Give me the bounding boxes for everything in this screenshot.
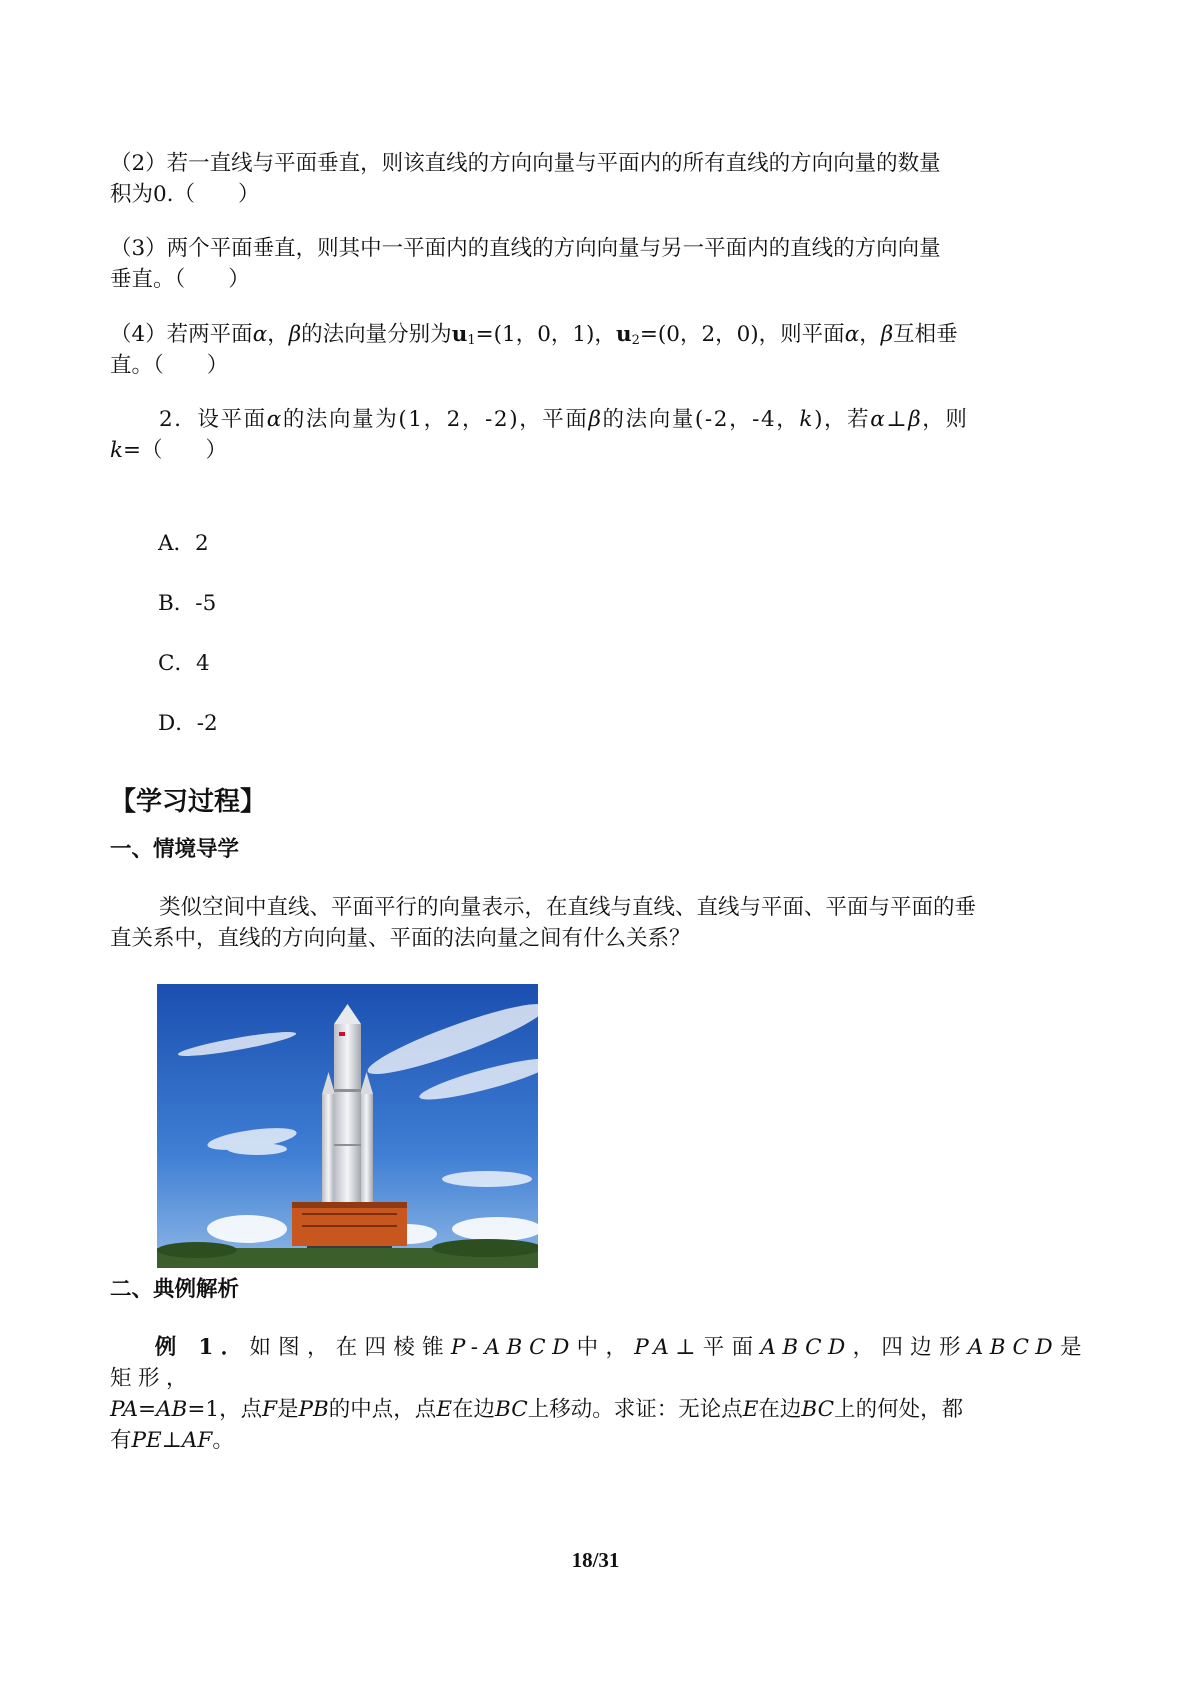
example-1-label: 例 1． bbox=[154, 1335, 250, 1360]
item-2-line-2: 积为0.（ ） bbox=[110, 182, 260, 207]
judgment-item-3 bbox=[110, 233, 1088, 295]
vector-u1: u bbox=[451, 322, 468, 347]
option-d: D．-2 bbox=[158, 711, 218, 736]
rocket-launch-photo bbox=[157, 984, 538, 1268]
question-2: 2．设平面α的法向量为(1，2，-2)，平面β的法向量(-2，-4，k)，若α⊥β，则 k=（ ） bbox=[110, 407, 969, 463]
example-1: 例 1．如图，在四棱锥P-ABCD中，PA⊥平面ABCD，四边形ABCD是矩形， PA=AB=1，点F是PB的中点，点E在边BC上移动。求证：无论点E在边BC上的何处，都 有PE⊥AF。 bbox=[110, 1335, 1088, 1453]
judgment-item-4: （4）若两平面α，β的法向量分别为$u_1=(1$，0，1)，$u_2=(0$，2，0)，则平面α，β互相垂 直。（ ） bbox=[110, 322, 958, 378]
item-2-line-1: （2）若一直线与平面垂直，则该直线的方向向量与平面内的所有直线的方向向量的数量 bbox=[110, 151, 941, 176]
item-3-line-1: （3）两个平面垂直，则其中一平面内的直线的方向向量与另一平面内的直线的方向向量 bbox=[110, 236, 941, 261]
intro-paragraph: 类似空间中直线、平面平行的向量表示，在直线与直线、直线与平面、平面与平面的垂 直关系中，直线的方向向量、平面的法向量之间有什么关系？ bbox=[110, 895, 977, 951]
vector-u2: u bbox=[615, 322, 632, 347]
judgment-item-2 bbox=[110, 148, 1088, 210]
option-b: B．-5 bbox=[158, 591, 217, 616]
option-a: A．2 bbox=[158, 531, 209, 556]
section-heading-situation: 一、情境导学 bbox=[110, 837, 240, 862]
section-heading-examples: 二、典例解析 bbox=[110, 1277, 240, 1302]
option-c: C．4 bbox=[158, 651, 210, 676]
item-4-line-2: 直。（ ） bbox=[110, 353, 229, 378]
item-3-line-2: 垂直。（ ） bbox=[110, 267, 250, 292]
section-heading-learning-process: 【学习过程】 bbox=[110, 787, 267, 817]
page-number: 18/31 bbox=[571, 1548, 620, 1572]
